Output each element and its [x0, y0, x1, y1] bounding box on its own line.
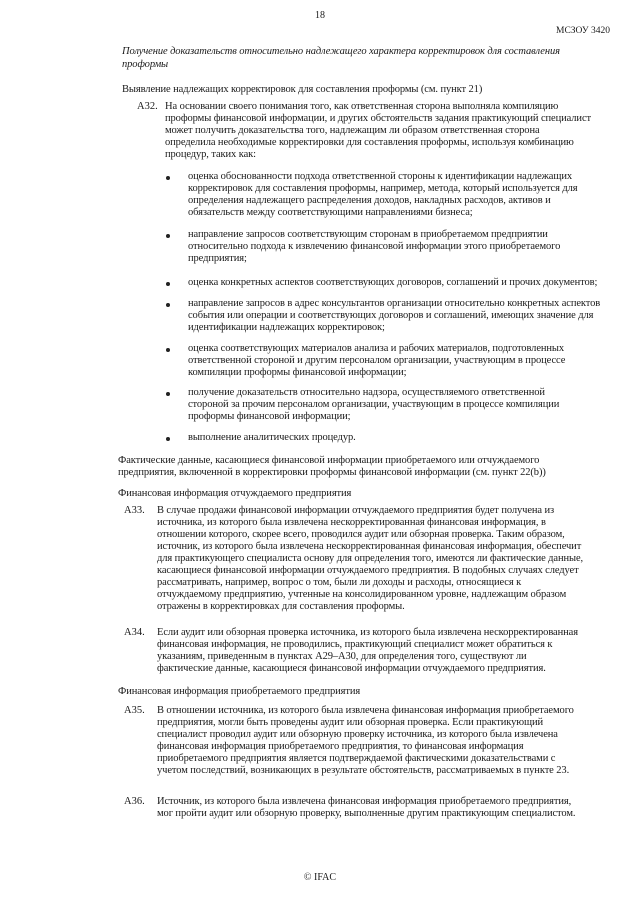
list-item-line: направление запросов в адрес консультантов организации относительно конкретных аспектов: [188, 298, 601, 309]
a33-line: касающиеся финансовой информации отчуждаемого предприятия. В подобных случаях следует: [157, 565, 579, 576]
list-item-line: компиляции проформы финансовой информации;: [188, 367, 407, 378]
a33-line: источника, из которого была извлечена нескорректированная финансовая информация, в: [157, 517, 546, 528]
a34-line: указаниям, приведенным в пунктах A29–A30, для определения того, существуют ли: [157, 651, 527, 662]
a33-line: отражены в корректировках для составления проформы.: [157, 601, 405, 612]
section-heading-line-1: Получение доказательств относительно надлежащего характера корректировок для составления: [122, 46, 560, 57]
paragraph-label-a33: A33.: [124, 505, 145, 516]
list-item-line: направление запросов соответствующим сторонам в приобретаемом предприятии: [188, 229, 548, 240]
bullet-icon: [166, 303, 170, 307]
bullet-icon: [166, 348, 170, 352]
paragraph-label-a34: A34.: [124, 627, 145, 638]
bullet-icon: [166, 282, 170, 286]
list-item-line: ответственной стороной и другим персоналом организации, участвующим в процессе: [188, 355, 566, 366]
factual-data-heading-line-2: предприятия, включенной в корректировки проформы финансовой информации (см. пункт 22(b)): [118, 467, 546, 478]
list-item-line: проформы финансовой информации;: [188, 411, 351, 422]
list-item-line: предприятия;: [188, 253, 247, 264]
standard-code: МСЗОУ 3420: [556, 26, 610, 36]
list-item-line: идентификации надлежащих корректировок;: [188, 322, 385, 333]
a33-line: В случае продажи финансовой информации отчуждаемого предприятия будет получена из: [157, 505, 555, 516]
bullet-icon: [166, 176, 170, 180]
a34-line: фактические данные, касающиеся финансовой информации отчуждаемого предприятия.: [157, 663, 546, 674]
list-item-line: обязательств между соответствующими направлениями бизнеса;: [188, 207, 473, 218]
a35-line: предприятия, могли быть проведены аудит или обзорная проверка. Если практикующий: [157, 717, 544, 728]
list-item-line: оценка соответствующих материалов анализа и рабочих материалов, подготовленных: [188, 343, 565, 354]
bullet-icon: [166, 234, 170, 238]
a32-line: процедур, таких как:: [165, 149, 256, 160]
a35-line: финансовая информация приобретаемого предприятия, то финансовая информация: [157, 741, 524, 752]
list-item-line: определения надлежащего распределения доходов, накладных расходов, активов и: [188, 195, 551, 206]
a34-line: Если аудит или обзорная проверка источника, из которого была извлечена нескорректированная: [157, 627, 578, 638]
factual-data-heading-line-1: Фактические данные, касающиеся финансовой информации приобретаемого или отчуждаемого: [118, 455, 540, 466]
paragraph-label-a35: A35.: [124, 705, 145, 716]
a35-line: В отношении источника, из которого была извлечена финансовая информация приобретаемого: [157, 705, 574, 716]
page-footer: © IFAC: [303, 872, 337, 883]
page-number: 18: [315, 10, 325, 21]
a33-line: отношении которого, скорее всего, проводился аудит или обзорная проверка. Таким образом,: [157, 529, 565, 540]
list-item-line: получение доказательств относительно надзора, осуществляемого ответственной: [188, 387, 545, 398]
a32-line: На основании своего понимания того, как ответственная сторона выполняла компиляцию: [165, 101, 559, 112]
a33-line: рассматривать, например, вопрос о том, были ли доходы и расходы, относящиеся к: [157, 577, 522, 588]
a32-line: может получить доказательства того, надлежащим ли образом ответственная сторона: [165, 125, 540, 136]
list-item-line: оценка конкретных аспектов соответствующих договоров, соглашений и прочих документов;: [188, 277, 598, 288]
subheading-acquired-entity: Финансовая информация приобретаемого предприятия: [118, 686, 361, 697]
list-item-line: выполнение аналитических процедур.: [188, 432, 356, 443]
subheading-identification: Выявление надлежащих корректировок для составления проформы (см. пункт 21): [122, 84, 483, 95]
a35-line: приобретаемого предприятия является подтверждаемой фактическими доказательствами с: [157, 753, 556, 764]
list-item-line: относительно подхода к извлечению финансовой информации этого приобретаемого: [188, 241, 561, 252]
a35-line: специалист проводил аудит или обзорную проверку источника, из которого была извлечена: [157, 729, 558, 740]
list-item-line: оценка обоснованности подхода ответственной стороны к идентификации надлежащих: [188, 171, 573, 182]
paragraph-label-a32: A32.: [137, 101, 158, 112]
a32-line: определила необходимые корректировки для составления проформы, используя комбинацию: [165, 137, 574, 148]
subheading-disposed-entity: Финансовая информация отчуждаемого предприятия: [118, 488, 352, 499]
a34-line: финансовая информация, не проводились, практикующий специалист может обратиться к: [157, 639, 553, 650]
bullet-icon: [166, 437, 170, 441]
a33-line: для практикующего специалиста основу для определения того, имеются ли фактические данные,: [157, 553, 584, 564]
list-item-line: стороной за прочим персоналом организации, участвующим в процессе компиляции: [188, 399, 560, 410]
a32-line: проформы финансовой информации, и других обстоятельств задания практикующий специалист: [165, 113, 592, 124]
a35-line: учетом последствий, возникающих в результате обстоятельств, рассматриваемых в пункте 23.: [157, 765, 570, 776]
a36-line: Источник, из которого была извлечена финансовая информация приобретаемого предприятия,: [157, 796, 572, 807]
paragraph-label-a36: A36.: [124, 796, 145, 807]
a33-line: источник, из которого была извлечена нескорректированная финансовая информация, обеспечит: [157, 541, 582, 552]
section-heading-line-2: проформы: [122, 59, 169, 70]
a33-line: отчуждаемому предприятию, учтенные на консолидированном уровне, надлежащим образом: [157, 589, 567, 600]
a36-line: мог пройти аудит или обзорную проверку, выполненные другим практикующим специалистом.: [157, 808, 576, 819]
list-item-line: события или операции и соответствующих договоров и соглашений, имеющих значение для: [188, 310, 594, 321]
bullet-icon: [166, 392, 170, 396]
list-item-line: корректировок для составления проформы, например, метода, который используется для: [188, 183, 578, 194]
